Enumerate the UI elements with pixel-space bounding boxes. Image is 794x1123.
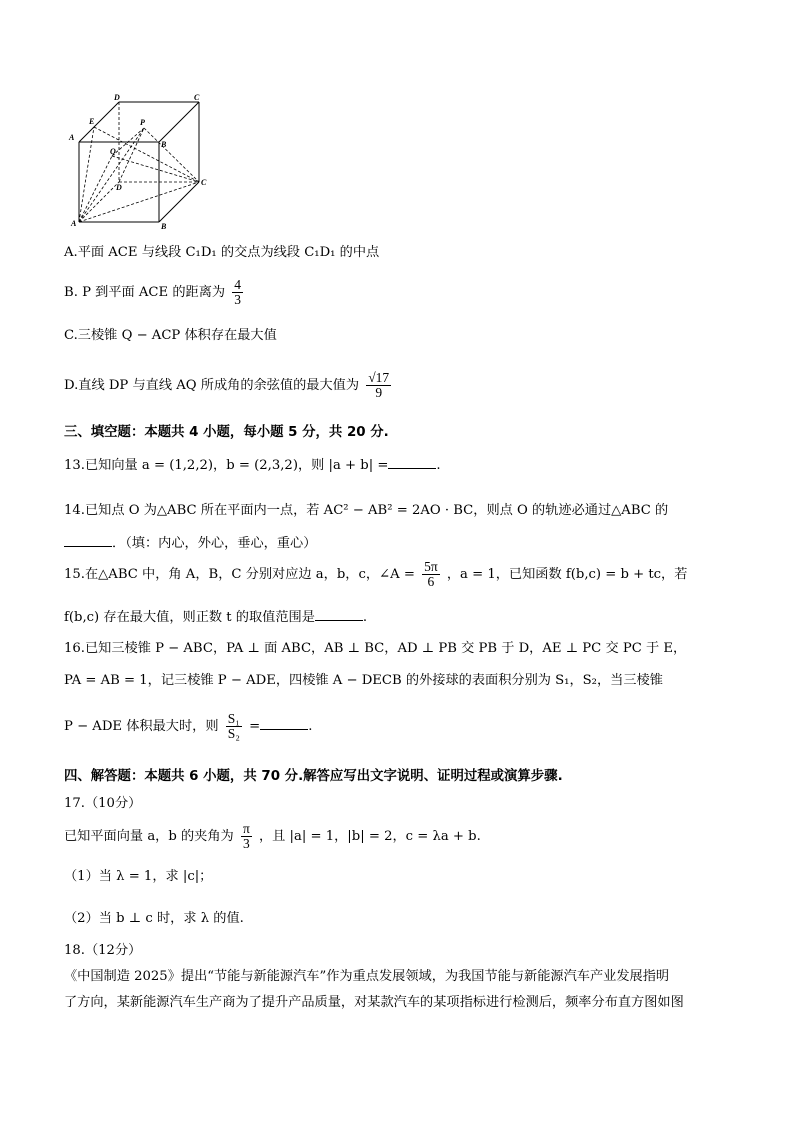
question-15-text-post: ，a = 1，已知函数 f(b,c) = b + tc，若 xyxy=(446,567,688,583)
option-a: A.平面 ACE 与线段 C₁D₁ 的交点为线段 C₁D₁ 的中点 xyxy=(64,245,380,260)
label-c1: C xyxy=(194,93,200,102)
option-c: C.三棱锥 Q − ACP 体积存在最大值 xyxy=(64,328,277,343)
question-15-fraction xyxy=(422,560,440,589)
question-17-denominator: 3 xyxy=(242,836,250,852)
label-a: A xyxy=(71,219,77,228)
option-d xyxy=(64,371,394,400)
question-16-numerator: S₁ xyxy=(227,711,240,726)
question-17-head: 17.（10分） xyxy=(64,796,142,811)
answer-blank-14 xyxy=(64,534,112,547)
edge-b1c1 xyxy=(159,102,199,142)
answer-blank-13 xyxy=(388,456,436,469)
question-15-line-1 xyxy=(64,560,687,589)
option-b-text: B. P 到平面 ACE 的距离为 xyxy=(64,285,226,301)
question-16-text-pre: P − ADE 体积最大时，则 xyxy=(64,719,219,735)
label-q: Q xyxy=(110,147,116,156)
question-15-text-2: f(b,c) 存在最大值，则正数 t 的取值范围是 xyxy=(64,610,315,625)
question-17-sub-1: （1）当 λ = 1，求 |c|； xyxy=(64,869,213,884)
question-16-denominator: S₂ xyxy=(227,726,240,742)
label-c: C xyxy=(201,178,207,187)
question-17-line-1 xyxy=(64,822,481,851)
question-18-line-1: 《中国制造 2025》提出“节能与新能源汽车”作为重点发展领域，为我国节能与新能源汽车产业发展指明 xyxy=(64,969,670,984)
label-b: B xyxy=(161,222,167,231)
answer-blank-16 xyxy=(260,717,308,730)
question-17-text-post: ，且 |a| = 1，|b| = 2，c = λa + b. xyxy=(258,829,481,845)
answer-blank-15 xyxy=(315,608,363,621)
option-b-denominator: 3 xyxy=(234,292,242,308)
segment-aq xyxy=(79,156,112,222)
question-16-line-3: P − ADE 体积最大时，则 $\frac{\text{S₁}}{\text{S₂}}$ = . xyxy=(64,711,313,742)
question-16-fraction xyxy=(226,712,242,741)
question-15-line-2: f(b,c) 存在最大值，则正数 t 的取值范围是 . xyxy=(64,610,368,625)
option-b-fraction xyxy=(232,278,243,307)
question-13-text: 13.已知向量 a = (1,2,2)，b = (2,3,2)，则 |a + b| = xyxy=(64,458,389,473)
segment-dp xyxy=(119,128,144,182)
segment-ac xyxy=(79,182,199,222)
cube-figure xyxy=(64,92,214,232)
label-b1: B xyxy=(161,140,167,149)
segment-qc xyxy=(112,156,199,182)
question-16-line-1: 16.已知三棱锥 P − ABC，PA ⊥ 面 ABC，AB ⊥ BC，AD ⊥ PB 交 PB 于 D，AE ⊥ PC 交 PC 于 E， xyxy=(64,641,687,656)
question-16-line-2: PA = AB = 1，记三棱锥 P − ADE，四棱锥 A − DECB 的外接球的表面积分别为 S₁，S₂，当三棱锥 xyxy=(64,673,663,688)
option-d-fraction xyxy=(366,371,391,400)
option-b-numerator: 4 xyxy=(234,277,242,292)
question-17-numerator: π xyxy=(242,821,250,836)
question-15-text-pre: 15.在△ABC 中，角 A，B，C 分别对应边 a，b，c，∠A = xyxy=(64,567,415,583)
label-d: D xyxy=(116,183,122,192)
option-d-numerator: √17 xyxy=(368,370,390,385)
question-13: 13.已知向量 a = (1,2,2)，b = (2,3,2)，则 |a + b| = . xyxy=(64,458,441,473)
question-14-line-2 xyxy=(64,534,316,550)
question-17-fraction xyxy=(241,822,252,851)
question-17-text-pre: 已知平面向量 a，b 的夹角为 xyxy=(64,829,234,845)
question-18-line-2: 了方向，某新能源汽车生产商为了提升产品质量，对某款汽车的某项指标进行检测后，频率分布直方图如图 xyxy=(64,995,684,1010)
label-d1: D xyxy=(114,93,120,102)
label-e: E xyxy=(89,117,95,126)
question-15-denominator: 6 xyxy=(427,574,435,590)
question-18-head: 18.（12分） xyxy=(64,943,142,958)
label-a1: A xyxy=(69,133,75,142)
question-14-line-1: 14.已知点 O 为△ABC 所在平面内一点，若 AC² − AB² = 2AO · BC，则点 O 的轨迹必通过△ABC 的 xyxy=(64,503,669,518)
edge-bc xyxy=(159,182,199,222)
option-d-denominator: 9 xyxy=(375,385,383,401)
question-16-text-post: = xyxy=(249,719,261,735)
option-b xyxy=(64,278,246,307)
question-17-sub-2: （2）当 b ⊥ c 时，求 λ 的值. xyxy=(64,911,244,926)
option-d-text: D.直线 DP 与直线 AQ 所成角的余弦值的最大值为 xyxy=(64,378,360,394)
edge-a1d1 xyxy=(79,102,119,142)
question-15-numerator: 5π xyxy=(424,559,438,574)
section-3-title: 三、填空题：本题共 4 小题，每小题 5 分，共 20 分. xyxy=(64,425,389,440)
section-4-title: 四、解答题：本题共 6 小题，共 70 分.解答应写出文字说明、证明过程或演算步骤. xyxy=(64,769,563,784)
label-p: P xyxy=(140,118,145,127)
question-14-hint: ．（填：内心，外心，垂心，重心） xyxy=(112,536,317,551)
edge-ad-hidden xyxy=(79,182,119,222)
